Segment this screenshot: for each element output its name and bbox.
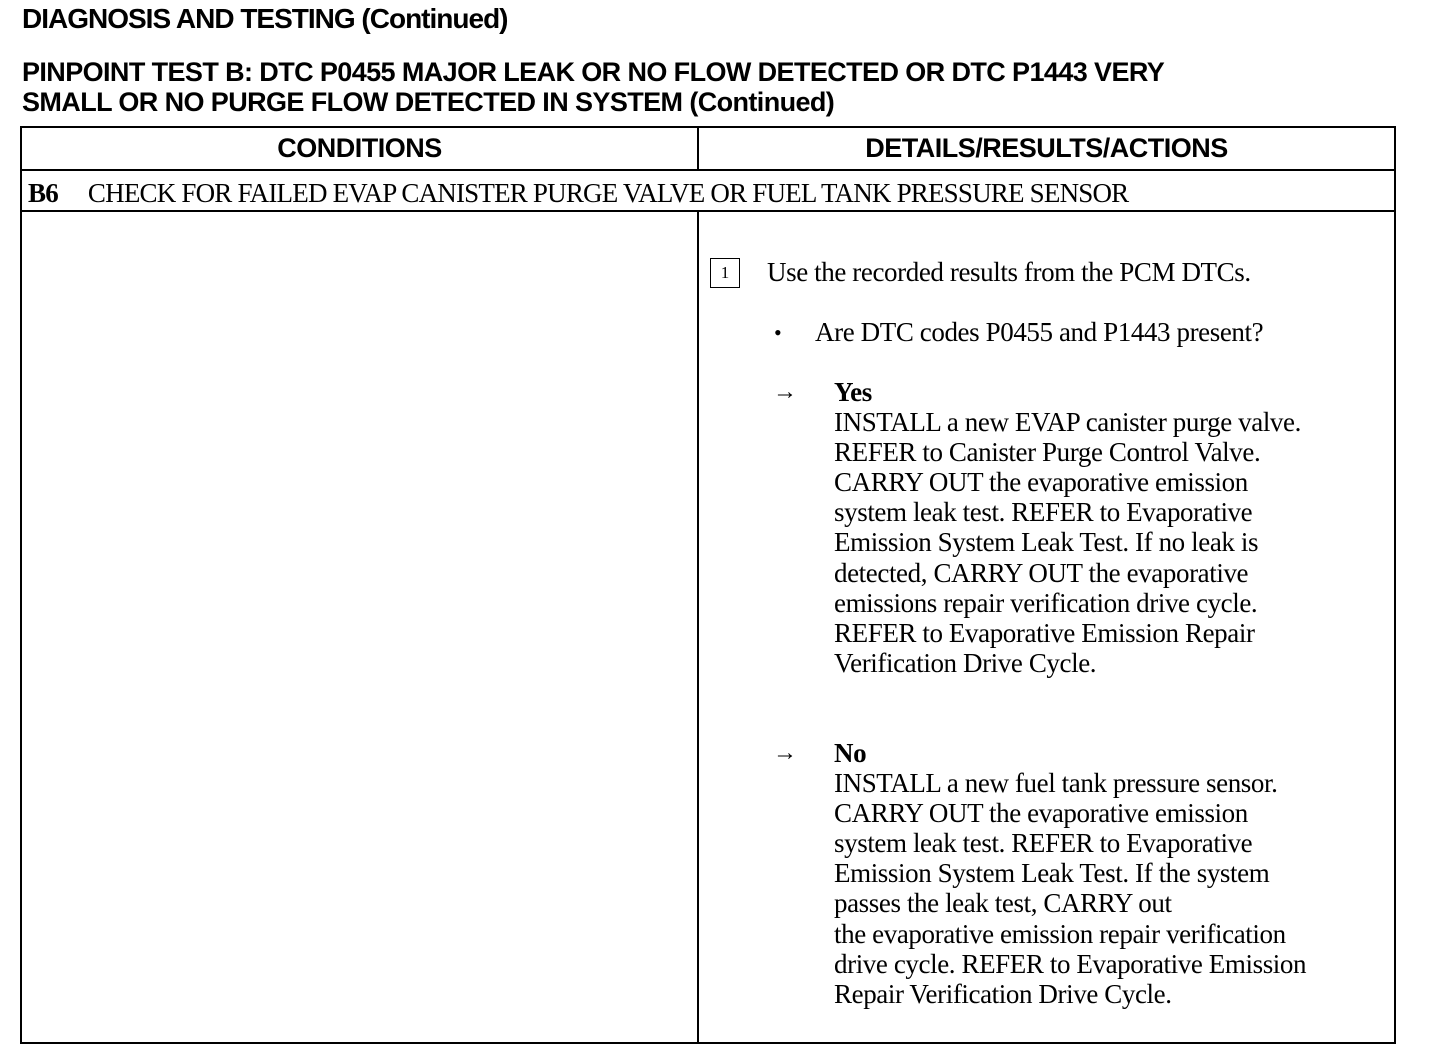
pinpoint-test-table: [20, 126, 1396, 1044]
pinpoint-test-title: [22, 57, 1164, 117]
header-divider: [22, 169, 1394, 171]
yes-line: Verification Drive Cycle.: [834, 647, 1097, 678]
yes-arrow-icon: →: [773, 379, 797, 405]
yes-line: REFER to Evaporative Emission Repair: [834, 617, 1255, 648]
conditions-column-header: CONDITIONS: [277, 133, 442, 163]
no-line: Emission System Leak Test. If the system: [834, 858, 1270, 889]
page-title: DIAGNOSIS AND TESTING (Continued): [22, 3, 508, 34]
substep-number-box: 1: [710, 258, 740, 288]
yes-line: system leak test. REFER to Evaporative: [834, 497, 1253, 528]
question-text: Are DTC codes P0455 and P1443 present?: [815, 317, 1264, 347]
no-label: No: [834, 738, 867, 768]
step-id: B6: [28, 178, 58, 208]
no-line: passes the leak test, CARRY out: [834, 888, 1172, 919]
yes-label: Yes: [834, 377, 872, 407]
no-arrow-icon: →: [773, 740, 797, 766]
yes-line: Emission System Leak Test. If no leak is: [834, 527, 1259, 558]
yes-result-block: [834, 377, 1301, 678]
column-divider-body: [697, 211, 699, 1042]
step-heading: [28, 174, 1128, 212]
test-title-line-2: SMALL OR NO PURGE FLOW DETECTED IN SYSTEM (Continued): [22, 87, 835, 117]
details-column-header: DETAILS/RESULTS/ACTIONS: [865, 133, 1228, 163]
no-line: system leak test. REFER to Evaporative: [834, 828, 1253, 859]
no-line: INSTALL a new fuel tank pressure sensor.: [834, 768, 1278, 799]
yes-line: CARRY OUT the evaporative emission: [834, 467, 1248, 498]
yes-line: INSTALL a new EVAP canister purge valve.: [834, 407, 1301, 438]
no-line: CARRY OUT the evaporative emission: [834, 798, 1248, 829]
no-line: the evaporative emission repair verification: [834, 918, 1286, 949]
no-line: Repair Verification Drive Cycle.: [834, 978, 1172, 1009]
yes-line: detected, CARRY OUT the evaporative: [834, 557, 1249, 588]
test-title-line-1: PINPOINT TEST B: DTC P0455 MAJOR LEAK OR NO FLOW DETECTED OR DTC P1443 VERY: [22, 57, 1165, 87]
yes-line: emissions repair verification drive cycle.: [834, 587, 1258, 618]
no-line: drive cycle. REFER to Evaporative Emission: [834, 948, 1307, 979]
no-result-block: [834, 738, 1306, 1009]
yes-line: REFER to Canister Purge Control Valve.: [834, 437, 1261, 468]
substep-instruction: Use the recorded results from the PCM DTCs.: [767, 257, 1251, 287]
bullet-icon: •: [774, 320, 782, 345]
step-title: CHECK FOR FAILED EVAP CANISTER PURGE VALVE OR FUEL TANK PRESSURE SENSOR: [87, 178, 1129, 208]
